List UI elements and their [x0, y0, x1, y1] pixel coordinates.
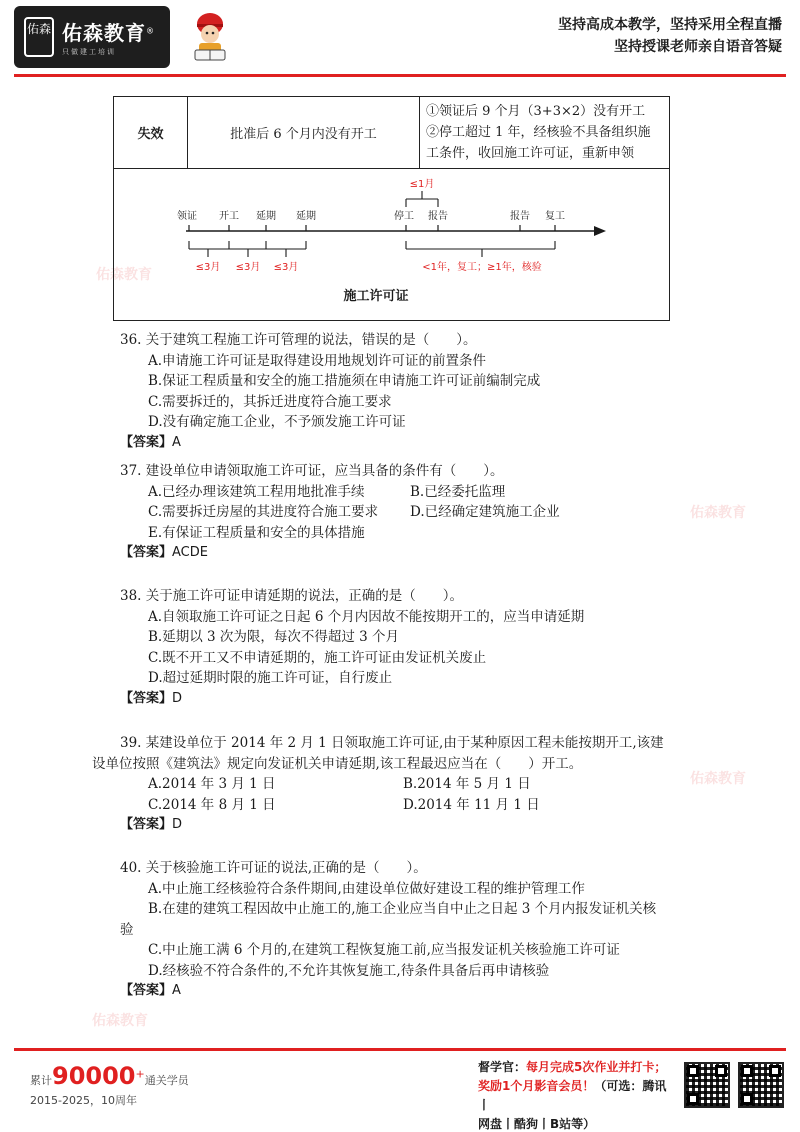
watermark: 佑森教育	[690, 771, 746, 787]
stop-note: <1年，复工；≥1年，核验	[422, 262, 542, 273]
answer-value: A	[172, 983, 181, 998]
option-d: D.没有确定施工企业，不予颁发施工许可证	[148, 414, 406, 430]
stats-prefix: 累计	[30, 1074, 52, 1087]
option-c: C.需要拆迁房屋的其进度符合施工要求	[148, 504, 379, 520]
option-c: C.2014 年 8 月 1 日	[148, 796, 276, 813]
result-item: ②停工超过 1 年，经核验不具备组织施工条件，收回施工许可证，重新申领	[426, 125, 651, 161]
answer	[120, 981, 690, 1002]
logo-seal-icon: 佑森	[24, 17, 54, 57]
option-b-continued: 验	[120, 921, 134, 938]
option-d: D.2014 年 11 月 1 日	[403, 796, 540, 813]
timeline-label: 延期	[256, 211, 276, 222]
timeline-label: 停工	[394, 211, 414, 222]
qr-code-icon	[738, 1062, 784, 1108]
watermark: 佑森教育	[92, 1013, 148, 1029]
footer-stats	[30, 1062, 189, 1108]
table-row	[114, 169, 670, 321]
option-a: A.自领取施工许可证之日起 6 个月内因故不能按期开工的，应当申请延期	[148, 608, 585, 625]
question-stem-line-2: 设单位按照《建筑法》规定向发证机关申请延期,该工程最迟应当在（ ）开工。	[92, 755, 583, 772]
answer-value: A	[172, 434, 181, 450]
answer-label: 【答案】	[120, 545, 173, 560]
option-row	[120, 502, 690, 523]
answer-label: 【答案】	[120, 690, 173, 706]
table-row	[114, 97, 670, 169]
mascot-icon	[188, 10, 232, 66]
footer-promo	[478, 1058, 678, 1132]
option-a: A.已经办理该建筑工程用地批准手续	[148, 483, 365, 500]
timeline-label: 复工	[545, 211, 565, 222]
stop-bracket	[406, 241, 555, 257]
answer	[120, 815, 690, 836]
slogan-line-2: 坚持授课老师亲自语音答疑	[614, 39, 782, 55]
timeline-label: 报告	[510, 211, 530, 222]
answer-label: 【答案】	[120, 434, 173, 450]
timeline-svg	[114, 169, 669, 321]
watermark: 佑森教育	[96, 267, 152, 283]
option-b: B.2014 年 5 月 1 日	[403, 776, 531, 792]
invalidation-table	[113, 96, 670, 321]
option-e: E.有保证工程质量和安全的具体措施	[148, 524, 365, 541]
answer-value: D	[172, 817, 183, 832]
promo-reward: 奖励1个月影音会员！	[478, 1079, 595, 1093]
answer	[120, 689, 690, 710]
report-limit-label: ≤1月	[409, 179, 435, 190]
timeline-label: 报告	[428, 211, 448, 222]
promo-options-continued: 网盘丨酷狗丨B站等）	[478, 1117, 596, 1131]
option-row	[120, 482, 690, 503]
table-condition: 批准后 6 个月内没有开工	[188, 97, 420, 169]
timeline-label: 领证	[177, 211, 197, 222]
question-38	[120, 586, 690, 709]
option-c: C.需要拆迁的，其拆迁进度符合施工要求	[148, 393, 392, 410]
answer-label: 【答案】	[120, 983, 173, 998]
question-stem-line-1: 39. 某建设单位于 2014 年 2 月 1 日领取施工许可证,由于某种原因工程未能按期开工,该建	[120, 735, 664, 751]
result-item: ①领证后 9 个月（3+3×2）没有开工	[426, 104, 646, 119]
option-row	[120, 795, 690, 816]
option-a: A.申请施工许可证是取得建设用地规划许可证的前置条件	[148, 352, 487, 369]
timeline-diagram	[114, 169, 670, 321]
question-40	[120, 858, 690, 1002]
option-row	[120, 774, 690, 795]
answer	[120, 433, 690, 454]
option-a: A.中止施工经核验符合条件期间,由建设单位做好建设工程的维护管理工作	[148, 880, 585, 897]
question-37	[120, 461, 690, 564]
footer-divider	[14, 1048, 786, 1051]
question-stem: 38. 关于施工许可证申请延期的说法，正确的是（ ）。	[120, 588, 464, 604]
report-bracket	[406, 191, 438, 207]
option-d: D.超过延期时限的施工许可证，自行废止	[148, 670, 393, 686]
slogan	[558, 14, 782, 58]
logo-subtitle: 只做建工培训	[62, 48, 116, 56]
option-a: A.2014 年 3 月 1 日	[148, 776, 276, 792]
option-d: D.已经确定建筑施工企业	[410, 504, 560, 520]
option-b: B.延期以 3 次为限，每次不得超过 3 个月	[148, 629, 400, 645]
option-b: B.保证工程质量和安全的施工措施须在申请施工许可证前编制完成	[148, 373, 541, 389]
extension-brackets	[189, 241, 306, 257]
option-b: B.在建的建筑工程因故中止施工的,施工企业应当自中止之日起 3 个月内报发证机关核	[148, 901, 657, 917]
stats-number: 90000	[52, 1062, 136, 1090]
stats-plus: +	[135, 1067, 145, 1081]
question-stem: 36. 关于建筑工程施工许可管理的说法，错误的是（ ）。	[120, 332, 477, 348]
question-39	[92, 733, 690, 836]
question-stem: 40. 关于核验施工许可证的说法,正确的是（ ）。	[120, 860, 427, 876]
brand-logo	[14, 6, 170, 68]
stats-suffix: 通关学员	[144, 1074, 189, 1087]
option-c: C.既不开工又不申请延期的，施工许可证由发证机关废止	[148, 649, 487, 666]
limit-label: ≤3月	[235, 262, 261, 273]
answer	[120, 543, 690, 564]
limit-label: ≤3月	[195, 262, 221, 273]
answer-value: D	[172, 690, 183, 706]
header-divider	[14, 74, 786, 77]
option-d: D.经核验不符合条件的,不允许其恢复施工,待条件具备后再申请核验	[148, 962, 550, 979]
arrow-head-icon	[594, 226, 606, 236]
limit-label: ≤3月	[273, 262, 299, 273]
timeline-label: 开工	[219, 211, 239, 222]
answer-value: ACDE	[172, 545, 208, 560]
anniversary-years: 2015-2025，10周年	[30, 1094, 137, 1107]
logo-name: 佑森教育	[62, 21, 146, 45]
option-b: B.已经委托监理	[410, 483, 506, 500]
watermark: 佑森教育	[690, 505, 746, 521]
question-36	[120, 330, 690, 453]
table-label: 失效	[114, 97, 188, 169]
table-result	[420, 97, 670, 169]
page-header	[0, 0, 800, 74]
promo-label: 督学官：	[478, 1060, 527, 1074]
slogan-line-1: 坚持高成本教学，坚持采用全程直播	[558, 17, 782, 33]
timeline-label: 延期	[296, 211, 316, 222]
registered-mark: ®	[146, 26, 154, 36]
promo-options: （可选：腾讯丨	[478, 1079, 667, 1112]
timeline-caption: 施工许可证	[343, 289, 409, 304]
qr-code-icon	[684, 1062, 730, 1108]
option-c: C.中止施工满 6 个月的,在建筑工程恢复施工前,应当报发证机关核验施工许可证	[148, 942, 620, 958]
timeline-ticks	[189, 225, 555, 231]
question-stem: 37. 建设单位申请领取施工许可证，应当具备的条件有（ ）。	[120, 463, 504, 479]
answer-label: 【答案】	[120, 817, 173, 832]
promo-task: 每月完成5次作业并打卡；	[526, 1060, 667, 1074]
